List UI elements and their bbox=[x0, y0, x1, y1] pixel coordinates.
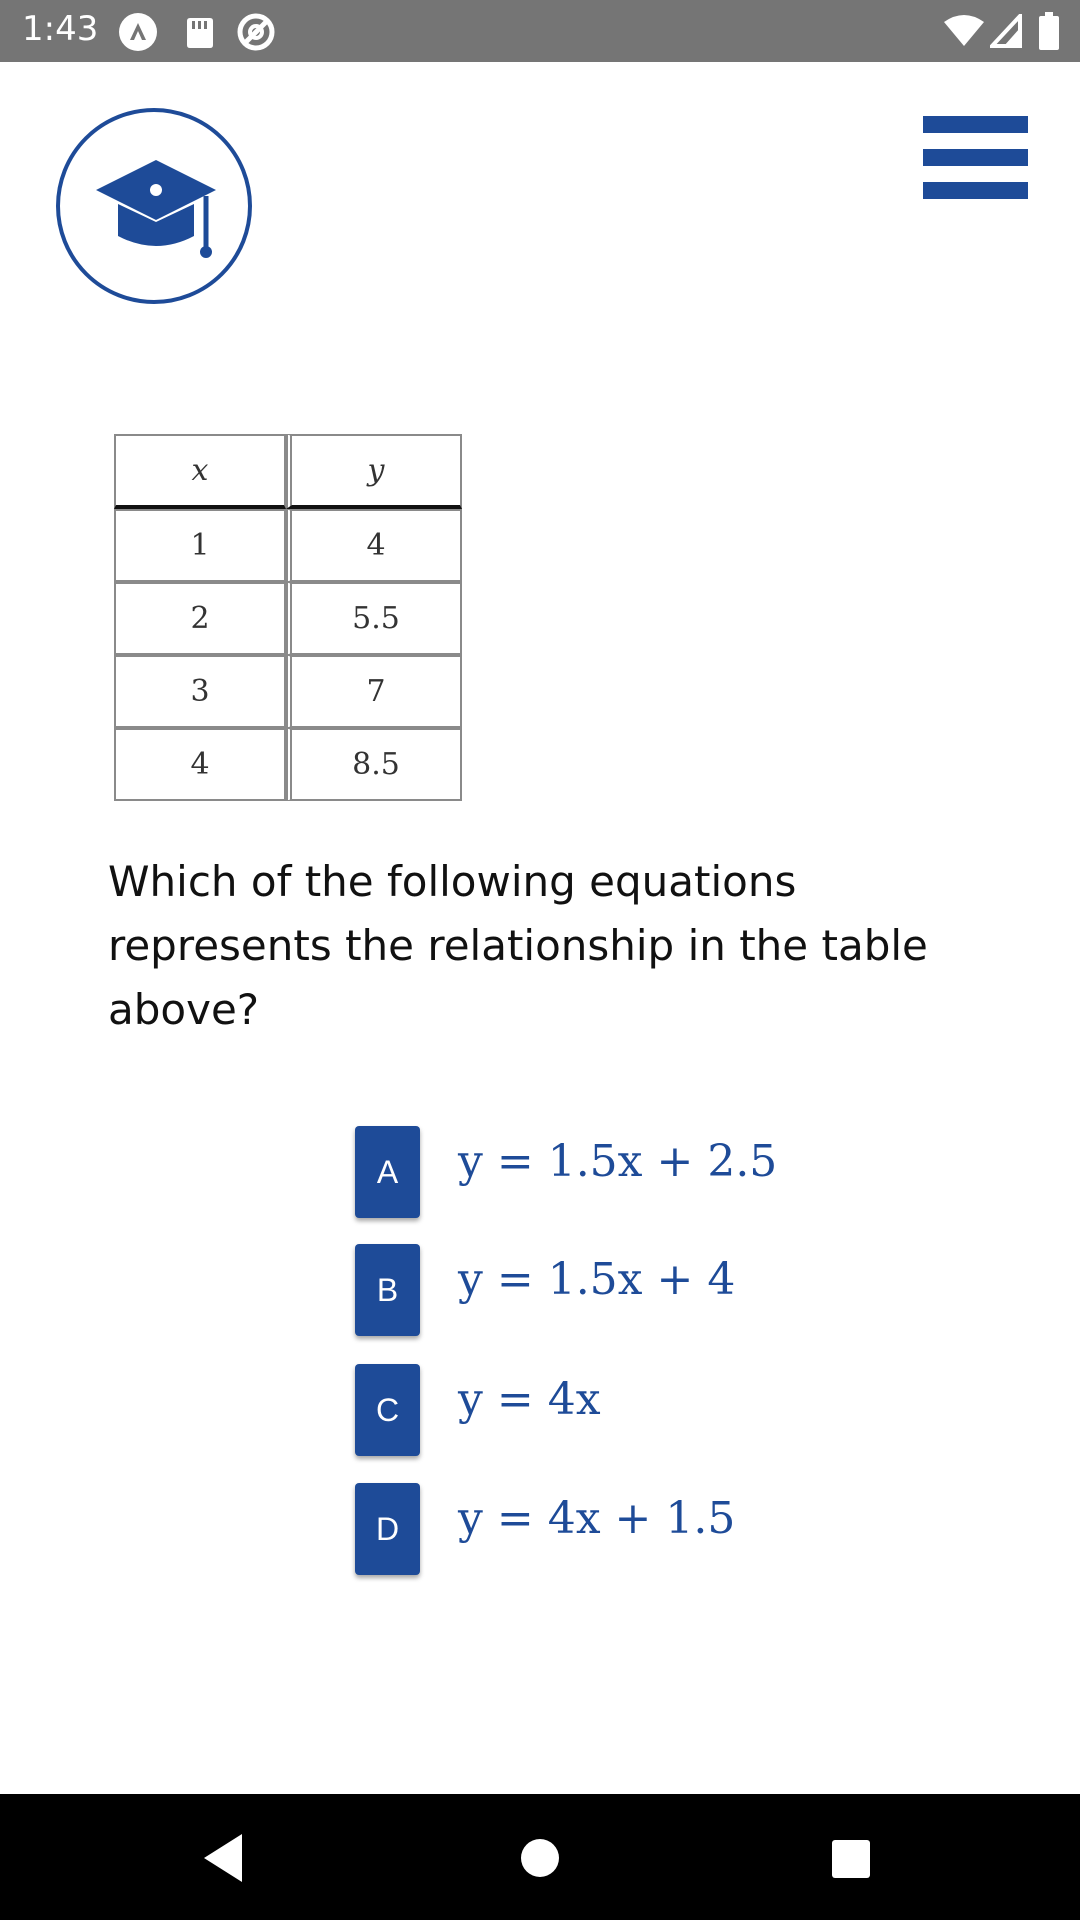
back-icon[interactable] bbox=[196, 1828, 256, 1888]
table-cell: 8.5 bbox=[286, 728, 462, 801]
app-icon bbox=[118, 12, 158, 52]
navigation-bar bbox=[0, 1794, 1080, 1920]
answer-option-d[interactable] bbox=[355, 1483, 805, 1575]
table-row bbox=[114, 728, 462, 801]
answer-letter-button[interactable]: A bbox=[355, 1126, 420, 1218]
battery-icon bbox=[1038, 12, 1060, 54]
answer-equation[interactable]: y = 1.5x + 4 bbox=[458, 1254, 736, 1305]
answer-letter-button[interactable]: D bbox=[355, 1483, 420, 1575]
menu-bar bbox=[923, 149, 1028, 166]
data-table bbox=[114, 434, 462, 801]
home-icon[interactable] bbox=[510, 1828, 570, 1888]
answer-letter-button[interactable]: B bbox=[355, 1244, 420, 1336]
answer-letter-button[interactable]: C bbox=[355, 1364, 420, 1456]
table-cell: 4 bbox=[286, 509, 462, 582]
answer-equation[interactable]: y = 4x + 1.5 bbox=[458, 1493, 736, 1544]
answer-equation[interactable]: y = 1.5x + 2.5 bbox=[458, 1136, 778, 1187]
table-cell: 7 bbox=[286, 655, 462, 728]
status-time: 1:43 bbox=[22, 9, 99, 49]
table-row bbox=[114, 582, 462, 655]
sync-icon bbox=[236, 12, 276, 52]
question-text: Which of the following equations represents the relationship in the table above? bbox=[108, 857, 928, 1034]
answer-option-a[interactable] bbox=[355, 1126, 805, 1218]
cell-signal-icon bbox=[990, 14, 1022, 52]
graduation-cap-icon bbox=[94, 156, 218, 264]
status-bar bbox=[0, 0, 1080, 62]
table-cell: 2 bbox=[114, 582, 286, 655]
wifi-icon bbox=[944, 14, 984, 52]
table-header-x: x bbox=[114, 434, 286, 509]
table-row bbox=[114, 655, 462, 728]
logo[interactable] bbox=[56, 108, 252, 304]
sd-card-icon bbox=[180, 12, 220, 52]
answer-option-c[interactable] bbox=[355, 1364, 805, 1456]
recents-icon[interactable] bbox=[820, 1828, 880, 1888]
menu-bar bbox=[923, 182, 1028, 199]
table-cell: 1 bbox=[114, 509, 286, 582]
table-header-row bbox=[114, 434, 462, 509]
table-header-y: y bbox=[286, 434, 462, 509]
answer-equation[interactable]: y = 4x bbox=[458, 1374, 601, 1425]
menu-bar bbox=[923, 116, 1028, 133]
table-cell: 5.5 bbox=[286, 582, 462, 655]
table-row bbox=[114, 509, 462, 582]
hamburger-menu-icon[interactable] bbox=[923, 116, 1028, 200]
table-cell: 3 bbox=[114, 655, 286, 728]
answer-option-b[interactable] bbox=[355, 1244, 805, 1336]
table-cell: 4 bbox=[114, 728, 286, 801]
